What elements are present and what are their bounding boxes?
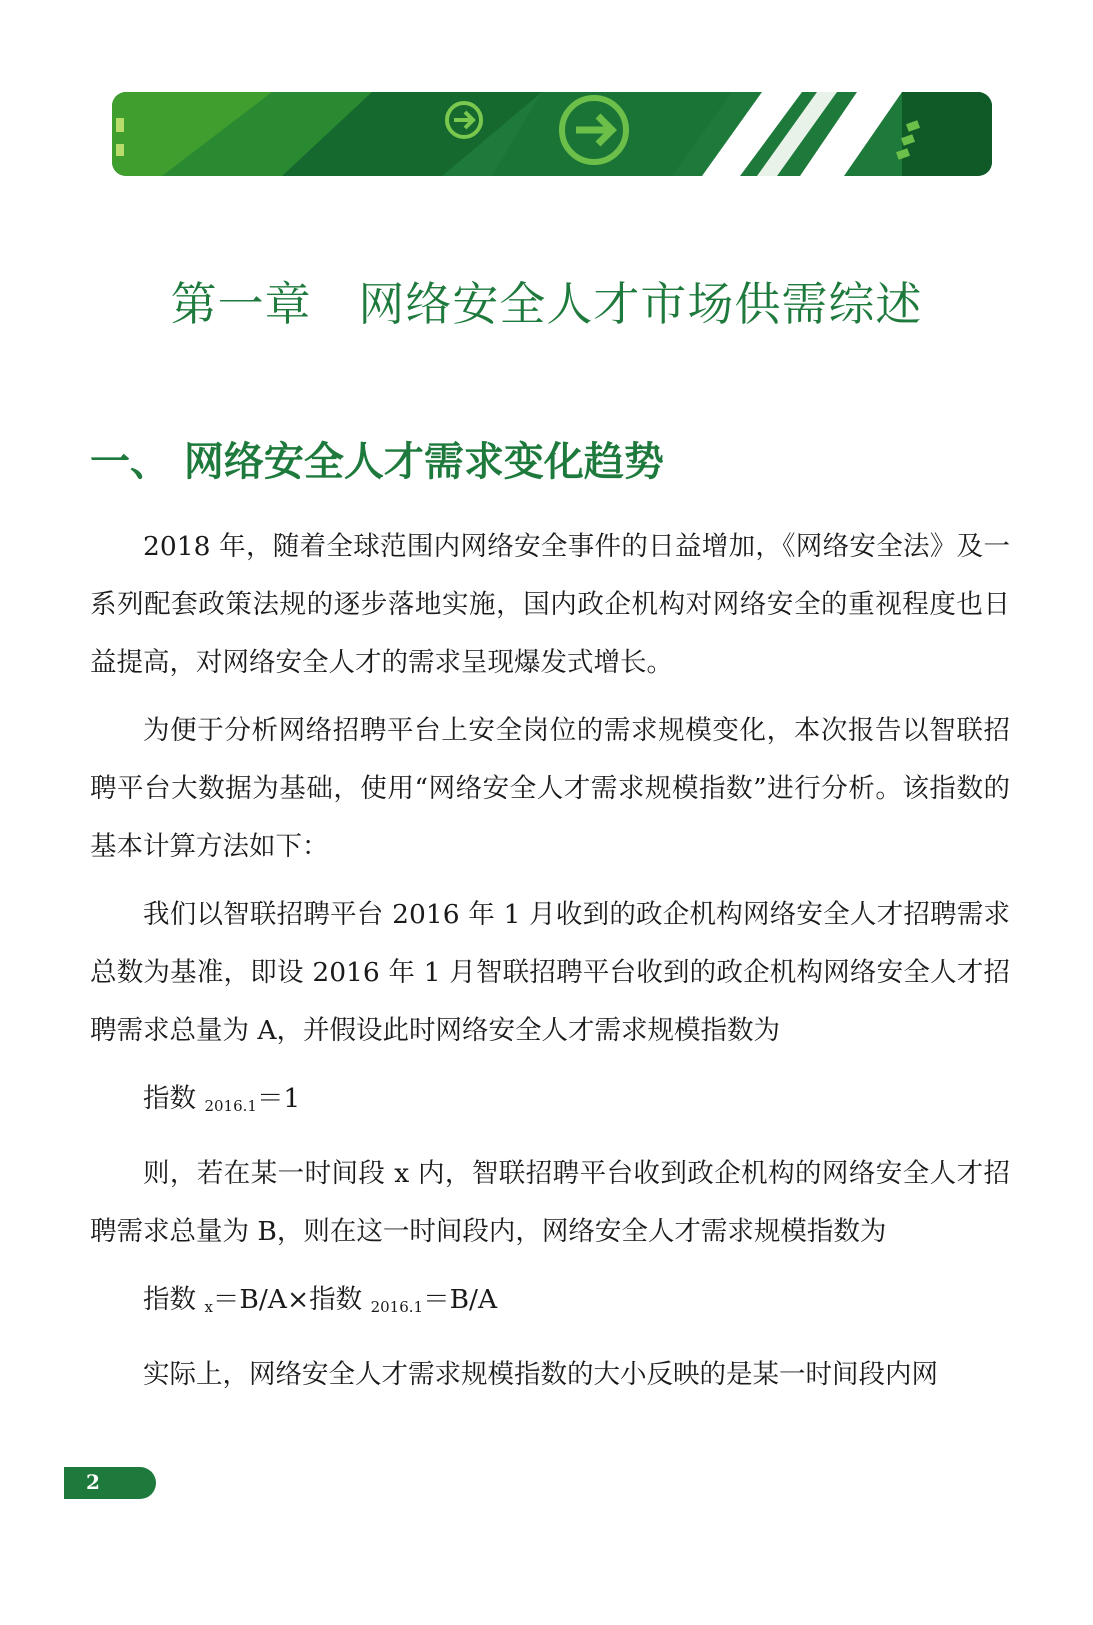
page-number-tab [64, 1467, 156, 1499]
formula-index-x [90, 1271, 1010, 1336]
formula-subscript: 2016.1 [370, 1298, 424, 1316]
paragraph: 则，若在某一时间段 x 内，智联招聘平台收到政企机构的网络安全人才招聘需求总量为 B，则在这一时间段内，网络安全人才需求规模指数为 [90, 1158, 1010, 1247]
paragraph: 我们以智联招聘平台 2016 年 1 月收到的政企机构网络安全人才招聘需求总数为基准，即设 2016 年 1 月智联招聘平台收到的政企机构网络安全人才招聘需求总量为 A，并假设此时网络安全人才需求规模指数为 [90, 899, 1010, 1046]
chapter-title: 第一章 网络安全人才市场供需综述 [170, 277, 923, 331]
formula-value: ＝B/A [423, 1284, 498, 1315]
formula-subscript: x [204, 1298, 213, 1316]
formula-middle: ＝B/A×指数 [212, 1284, 371, 1315]
formula-value: ＝1 [256, 1083, 301, 1114]
formula-label: 指数 [143, 1083, 205, 1114]
paragraph: 为便于分析网络招聘平台上安全岗位的需求规模变化，本次报告以智联招聘平台大数据为基础，使用“网络安全人才需求规模指数”进行分析。该指数的基本计算方法如下： [90, 715, 1010, 862]
body-text [90, 518, 1010, 1414]
paragraph: 实际上，网络安全人才需求规模指数的大小反映的是某一时间段内网 [143, 1359, 938, 1390]
header-banner [112, 92, 992, 176]
paragraph: 2018 年，随着全球范围内网络安全事件的日益增加，《网络安全法》及一系列配套政策法规的逐步落地实施，国内政企机构对网络安全的重视程度也日益提高，对网络安全人才的需求呈现爆发式增长。 [90, 531, 1010, 678]
formula-label: 指数 [143, 1284, 205, 1315]
formula-base-index [90, 1070, 1010, 1135]
formula-subscript: 2016.1 [204, 1097, 257, 1115]
section-title: 一、 网络安全人才需求变化趋势 [90, 439, 664, 485]
page-number: 2 [86, 1470, 100, 1494]
